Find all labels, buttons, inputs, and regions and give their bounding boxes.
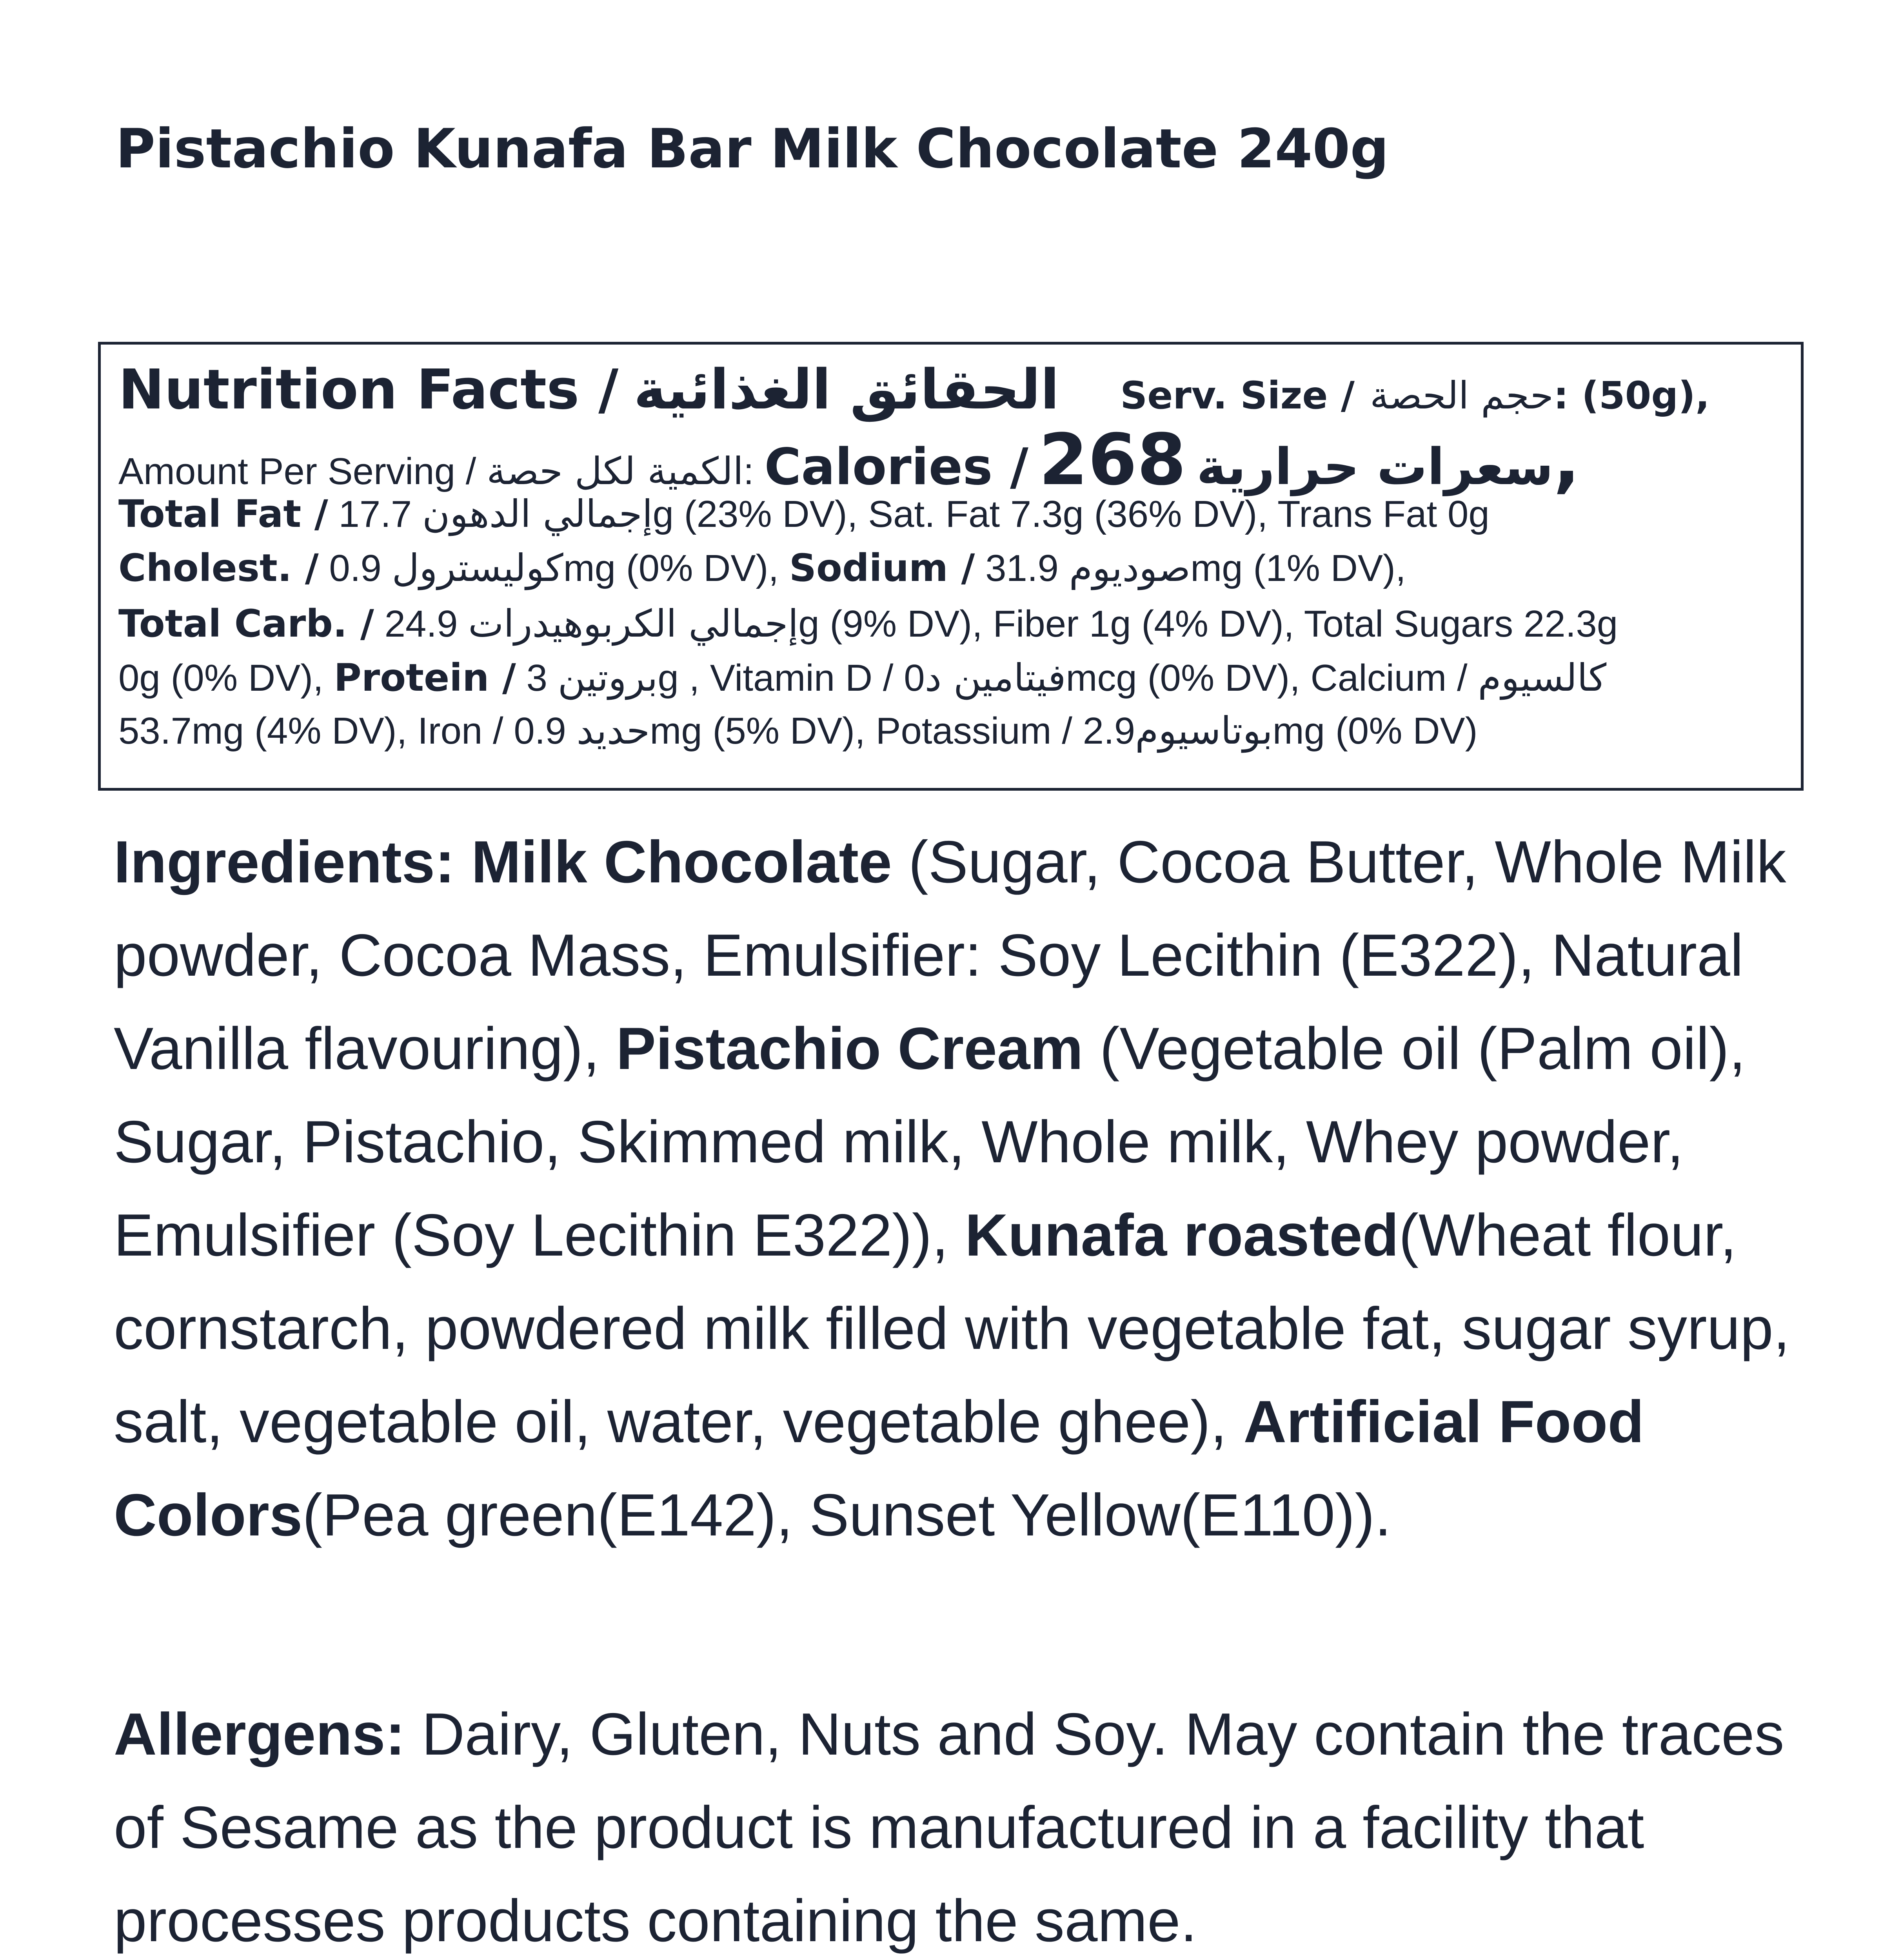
total-fat-line: [118, 490, 1490, 538]
carbohydrate-line: [118, 600, 1618, 648]
ingredient-milk-chocolate: Milk Chocolate: [471, 829, 892, 895]
added-sugars-value: 0g (0% DV),: [118, 657, 323, 699]
total-fat-label-en: Total Fat /: [118, 492, 328, 536]
artificial-colors-details: (Pea green(E142), Sunset Yellow(E110)).: [302, 1482, 1392, 1548]
milk-chocolate-details: (Sugar, Cocoa Butter, Whole Milk powder, Cocoa Mass, Emulsifier: Soy Lecithin (E322), Natural Vanilla flavouring),: [114, 829, 1786, 1082]
cholesterol-label-ar: كوليسترول: [392, 546, 563, 590]
kunafa-details: (Wheat flour, cornstarch, powdered milk filled with vegetable fat, sugar syrup, salt, vegetable oil, water, vegetable ghee),: [114, 1202, 1790, 1455]
protein-label-ar: بروتين: [558, 656, 658, 700]
vitamin-d-value: 0mcg (0% DV),: [904, 657, 1300, 699]
cholesterol-label-en: Cholest. /: [118, 546, 319, 590]
serving-size-label-en: Serv. Size /: [1120, 374, 1355, 417]
sodium-label-ar: صوديوم: [1069, 546, 1191, 590]
minerals-line: [118, 707, 1478, 755]
calories-value: 268,: [1039, 419, 1580, 501]
ingredient-pistachio-cream: Pistachio Cream: [616, 1015, 1083, 1082]
iron-value: 0.9mg (5% DV),: [514, 710, 865, 752]
nutrition-header-line: [118, 356, 1709, 429]
calories-label-en: Calories /: [764, 438, 1028, 496]
iron-label-en: Iron /: [417, 710, 503, 752]
ingredients-label: Ingredients:: [114, 829, 455, 895]
ingredient-kunafa-roasted: Kunafa roasted: [965, 1202, 1399, 1269]
allergens-label: Allergens:: [114, 1701, 405, 1768]
cholesterol-value: 0.9mg (0% DV),: [329, 547, 779, 589]
iron-label-ar: حديد: [576, 709, 650, 753]
ingredient-artificial-colors: Artificial Food Colors: [114, 1388, 1644, 1548]
potassium-label-ar: بوتاسيوم: [1135, 709, 1273, 753]
total-fat-label-ar: إجمالي الدهون: [422, 492, 653, 536]
nutrition-header-ar: الحقائق الغذائية: [634, 358, 1059, 422]
sodium-value: 31.9mg (1% DV),: [985, 547, 1406, 589]
amount-per-serving-ar: الكمية لكل حصة: [487, 449, 744, 493]
total-carb-value: 24.9g (9% DV), Fiber 1g (4% DV), Total Sugars 22.3g: [384, 603, 1618, 645]
serving-size-value: : (50g),: [1553, 374, 1710, 417]
product-title: Pistachio Kunafa Bar Milk Chocolate 240g: [116, 117, 1389, 180]
calories-label-ar: سعرات حرارية: [1196, 438, 1553, 496]
protein-vitamin-line: [118, 654, 1606, 702]
calcium-label-en: Calcium /: [1310, 657, 1468, 699]
vitamin-d-label-ar: فيتامين د: [925, 656, 1066, 700]
calcium-label-ar: كالسيوم: [1478, 656, 1607, 700]
nutrition-header-en: Nutrition Facts /: [118, 358, 619, 422]
ingredients-paragraph: [114, 815, 1800, 1562]
sodium-label-en: Sodium /: [789, 546, 975, 590]
protein-label-en: Protein /: [334, 656, 516, 700]
total-carb-label-ar: إجمالي الكربوهيدرات: [468, 602, 799, 646]
amount-colon: :: [743, 450, 754, 492]
potassium-label-en: Potassium /: [876, 710, 1072, 752]
cholesterol-sodium-line: [118, 544, 1406, 592]
protein-value: 3g ,: [526, 657, 700, 699]
total-carb-label-en: Total Carb. /: [118, 602, 374, 646]
nutrition-facts-panel: [98, 342, 1804, 791]
serving-size-label-ar: حجم الحصة: [1370, 374, 1554, 417]
total-fat-value: 17.7g (23% DV), Sat. Fat 7.3g (36% DV), Trans Fat 0g: [338, 493, 1490, 535]
potassium-value: 2.9mg (0% DV): [1083, 710, 1478, 752]
amount-per-serving-en: Amount Per Serving /: [118, 450, 476, 492]
allergens-paragraph: [114, 1688, 1800, 1960]
vitamin-d-label-en: Vitamin D /: [710, 657, 894, 699]
calcium-value: 53.7mg (4% DV),: [118, 710, 407, 752]
allergens-text: Dairy, Gluten, Nuts and Soy. May contain the traces of Sesame as the product is manufactured in a facility that processes products containing the same.: [114, 1701, 1784, 1954]
pistachio-cream-details: (Vegetable oil (Palm oil), Sugar, Pistachio, Skimmed milk, Whole milk, Whey powder, Emulsifier (Soy Lecithin E322)),: [114, 1015, 1746, 1269]
